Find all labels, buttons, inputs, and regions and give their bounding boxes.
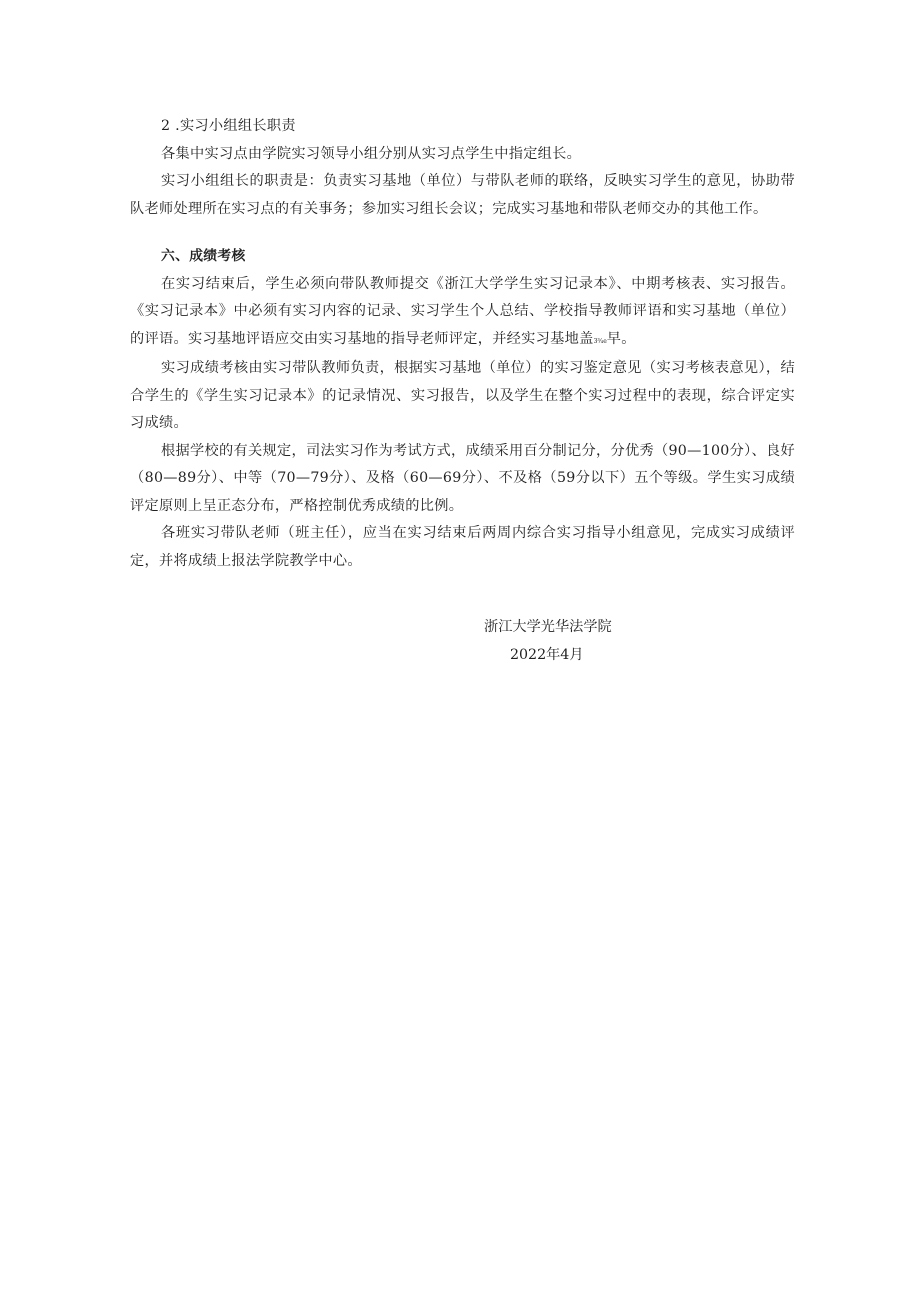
section-6-paragraph-2: 实习成绩考核由实习带队教师负责，根据实习基地（单位）的实习鉴定意见（实习考核表意见），结合学生的《学生实习记录本》的记录情况、实习报告，以及学生在整个实习过程中的表现，综合评定实习成绩。 — [130, 360, 795, 431]
signature-block — [484, 614, 684, 669]
document-body — [130, 113, 795, 575]
section-6-paragraph-1-text: 在实习结束后，学生必须向带队教师提交《浙江大学学生实习记录本》、中期考核表、实习报告。《实习记录本》中必须有实习内容的记录、实习学生个人总结、学校指导教师评语和实习基地（单位）的评语。实习基地评语应交由实习基地的指导老师评定，并经实习基地盖 — [130, 275, 795, 347]
section-6-heading: 六、成绩考核 — [161, 248, 246, 264]
section-2-heading: 2 .实习小组组长职责 — [161, 118, 296, 134]
section-6-paragraph-4: 各班实习带队老师（班主任），应当在实习结束后两周内综合实习指导小组意见，完成实习成绩评定，并将成绩上报法学院教学中心。 — [130, 525, 795, 569]
signature-organization: 浙江大学光华法学院 — [484, 619, 612, 635]
section-6-paragraph-1 — [130, 271, 795, 356]
section-2-paragraph-1: 各集中实习点由学院实习领导小组分别从实习点学生中指定组长。 — [161, 145, 582, 162]
section-6-paragraph-3: 根据学校的有关规定，司法实习作为考试方式，成绩采用百分制记分，分优秀（90—100分）、良好（80—89分）、中等（70—79分）、及格（60—69分）、不及格（59分以下）五个等级。学生实习成绩评定原则上呈正态分布，严格控制优秀成绩的比例。 — [130, 442, 795, 514]
section-2-paragraph-2: 实习小组组长的职责是：负责实习基地（单位）与带队老师的联络，反映实习学生的意见，协助带队老师处理所在实习点的有关事务；参加实习组长会议；完成实习基地和带队老师交办的其他工作。 — [130, 173, 795, 217]
section-6-paragraph-1-end: 早。 — [606, 330, 636, 347]
seal-mark-text: 3¾e — [593, 337, 607, 345]
signature-date: 2022年4月 — [510, 646, 584, 663]
